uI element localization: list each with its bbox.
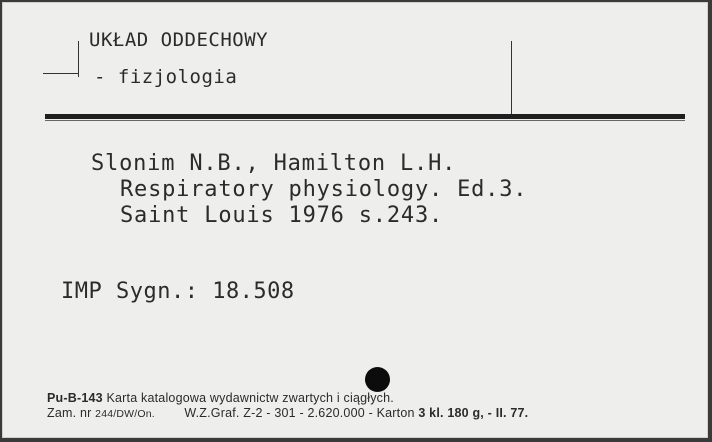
heading-right-divider <box>511 41 512 117</box>
call-number: IMP Sygn.: 18.508 <box>61 279 295 304</box>
entry-authors: Slonim N.B., Hamilton L.H. <box>91 151 457 176</box>
card-class-info: kl. 180 g, - II. 77. <box>429 406 529 420</box>
form-description: Karta katalogowa wydawnictw zwartych i ciągłych. <box>106 391 394 405</box>
heading-rule <box>45 114 685 119</box>
heading-bracket-horizontal <box>43 73 79 74</box>
printer-info: W.Z.Graf. Z-2 - 301 - 2.620.000 - Karton <box>184 406 415 420</box>
entry-title: Respiratory physiology. Ed.3. <box>120 177 528 202</box>
entry-publication: Saint Louis 1976 s.243. <box>120 203 444 228</box>
form-code: Pu-B-143 <box>47 391 103 405</box>
order-number: 244/DW/On. <box>95 408 155 420</box>
subject-heading: UKŁAD ODDECHOWY <box>89 29 269 51</box>
card-class-number: 3 <box>418 406 426 420</box>
imprint-line-1 <box>47 391 394 405</box>
imprint-line-2 <box>47 406 528 420</box>
heading-bracket-vertical <box>78 41 79 77</box>
punch-hole <box>365 367 390 392</box>
heading-rule-thin <box>45 120 685 121</box>
subject-subheading: - fizjologia <box>94 66 238 88</box>
order-label: Zam. nr <box>47 406 92 420</box>
catalog-card <box>2 2 708 438</box>
